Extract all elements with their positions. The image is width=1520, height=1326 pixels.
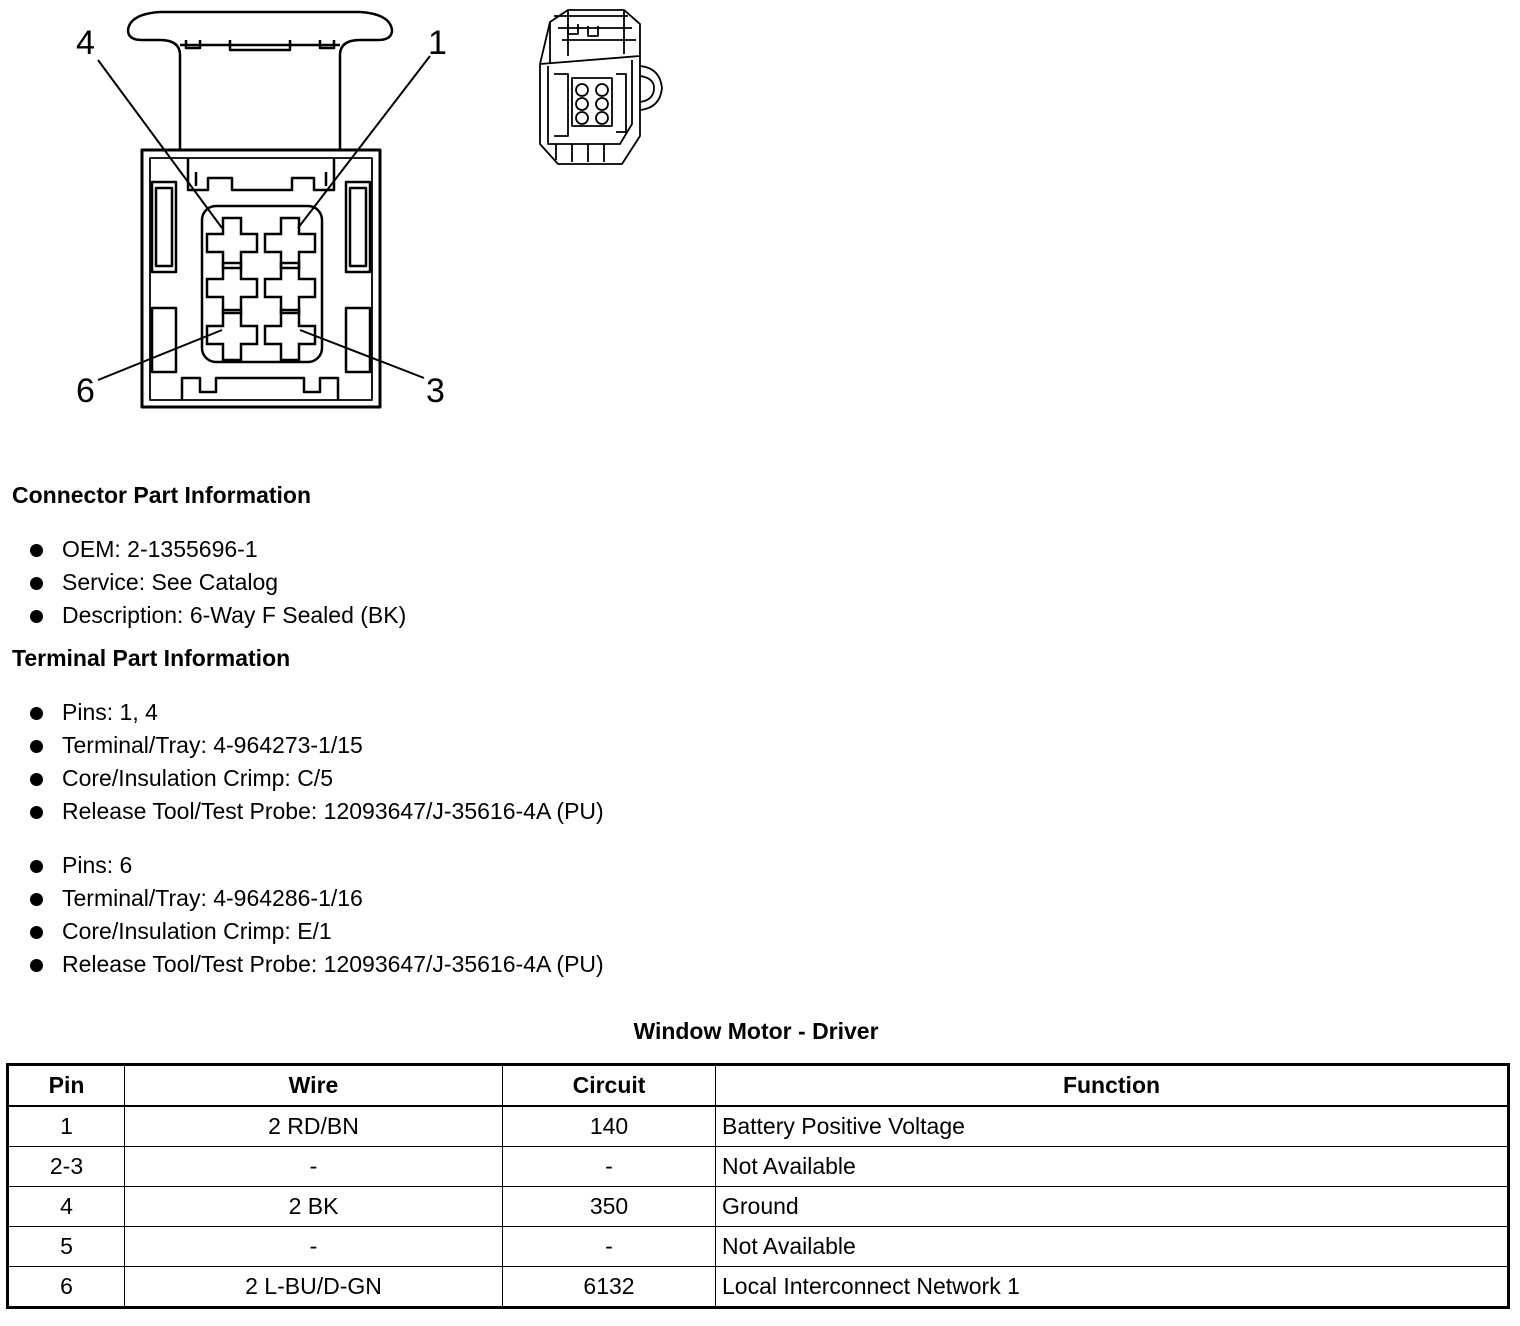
- pin-callout-3: 3: [426, 372, 445, 410]
- table-row: [8, 1147, 1509, 1187]
- pin-callout-1: 1: [428, 24, 447, 62]
- list-item: Pins: 1, 4: [28, 696, 604, 729]
- table-title: Window Motor - Driver: [633, 1018, 879, 1044]
- connector-part-info-heading: Connector Part Information: [12, 482, 312, 508]
- bullet-icon: [30, 577, 43, 590]
- list-item: OEM: 2-1355696-1: [28, 533, 406, 566]
- connector-latch: [128, 12, 392, 150]
- table-header-row: [8, 1065, 1509, 1107]
- list-item: Core/Insulation Crimp: C/5: [28, 762, 604, 795]
- pin-callout-6: 6: [76, 372, 95, 410]
- terminal-cavity-2: [265, 263, 315, 313]
- bullet-icon: [30, 773, 43, 786]
- cell-function: Local Interconnect Network 1: [716, 1267, 1509, 1308]
- list-item: Service: See Catalog: [28, 566, 406, 599]
- connector-housing: [142, 150, 380, 407]
- connector-face-diagram: [60, 6, 460, 416]
- cell-wire: 2 L-BU/D-GN: [125, 1267, 503, 1308]
- connector-part-info-list: [28, 533, 406, 632]
- table-row: [8, 1106, 1509, 1147]
- bullet-icon: [30, 544, 43, 557]
- cell-wire: -: [125, 1147, 503, 1187]
- bullet-icon: [30, 926, 43, 939]
- list-item: Description: 6-Way F Sealed (BK): [28, 599, 406, 632]
- cell-wire: 2 BK: [125, 1187, 503, 1227]
- list-item: Pins: 6: [28, 849, 604, 882]
- cell-wire: -: [125, 1227, 503, 1267]
- connector-isometric-diagram: [528, 4, 678, 174]
- bullet-icon: [30, 740, 43, 753]
- terminal-cavity-6: [207, 310, 257, 360]
- list-item: Terminal/Tray: 4-964273-1/15: [28, 729, 604, 762]
- column-header-pin: Pin: [8, 1065, 125, 1107]
- terminal-part-info-heading: Terminal Part Information: [12, 645, 291, 671]
- list-item: Release Tool/Test Probe: 12093647/J-35616-4A (PU): [28, 795, 604, 828]
- bullet-icon: [30, 806, 43, 819]
- cell-pin: 1: [8, 1106, 125, 1147]
- terminal-cavity-4: [207, 218, 257, 268]
- list-item: Core/Insulation Crimp: E/1: [28, 915, 604, 948]
- cell-pin: 5: [8, 1227, 125, 1267]
- cell-circuit: -: [503, 1147, 716, 1187]
- cell-circuit: 350: [503, 1187, 716, 1227]
- list-item: Release Tool/Test Probe: 12093647/J-35616-4A (PU): [28, 948, 604, 981]
- cell-function: Not Available: [716, 1227, 1509, 1267]
- terminal-group-2-list: [28, 849, 604, 981]
- cell-wire: 2 RD/BN: [125, 1106, 503, 1147]
- pin-function-table: [6, 1063, 1510, 1309]
- leader-line-4: [98, 60, 222, 228]
- terminal-group-1-list: [28, 696, 604, 828]
- bullet-icon: [30, 707, 43, 720]
- cell-circuit: -: [503, 1227, 716, 1267]
- table-row: [8, 1227, 1509, 1267]
- list-item: Terminal/Tray: 4-964286-1/16: [28, 882, 604, 915]
- bullet-icon: [30, 893, 43, 906]
- bullet-icon: [30, 959, 43, 972]
- cell-circuit: 6132: [503, 1267, 716, 1308]
- bullet-icon: [30, 860, 43, 873]
- cell-circuit: 140: [503, 1106, 716, 1147]
- table-row: [8, 1267, 1509, 1308]
- table-row: [8, 1187, 1509, 1227]
- leader-line-1: [298, 56, 430, 228]
- column-header-function: Function: [716, 1065, 1509, 1107]
- cell-function: Not Available: [716, 1147, 1509, 1187]
- bullet-icon: [30, 610, 43, 623]
- column-header-wire: Wire: [125, 1065, 503, 1107]
- cell-pin: 4: [8, 1187, 125, 1227]
- terminal-cavity-1: [265, 218, 315, 268]
- column-header-circuit: Circuit: [503, 1065, 716, 1107]
- pin-callout-4: 4: [76, 24, 95, 62]
- cell-function: Battery Positive Voltage: [716, 1106, 1509, 1147]
- cell-pin: 2-3: [8, 1147, 125, 1187]
- terminal-cavity-3: [265, 310, 315, 360]
- cell-function: Ground: [716, 1187, 1509, 1227]
- cell-pin: 6: [8, 1267, 125, 1308]
- terminal-cavity-5: [207, 263, 257, 313]
